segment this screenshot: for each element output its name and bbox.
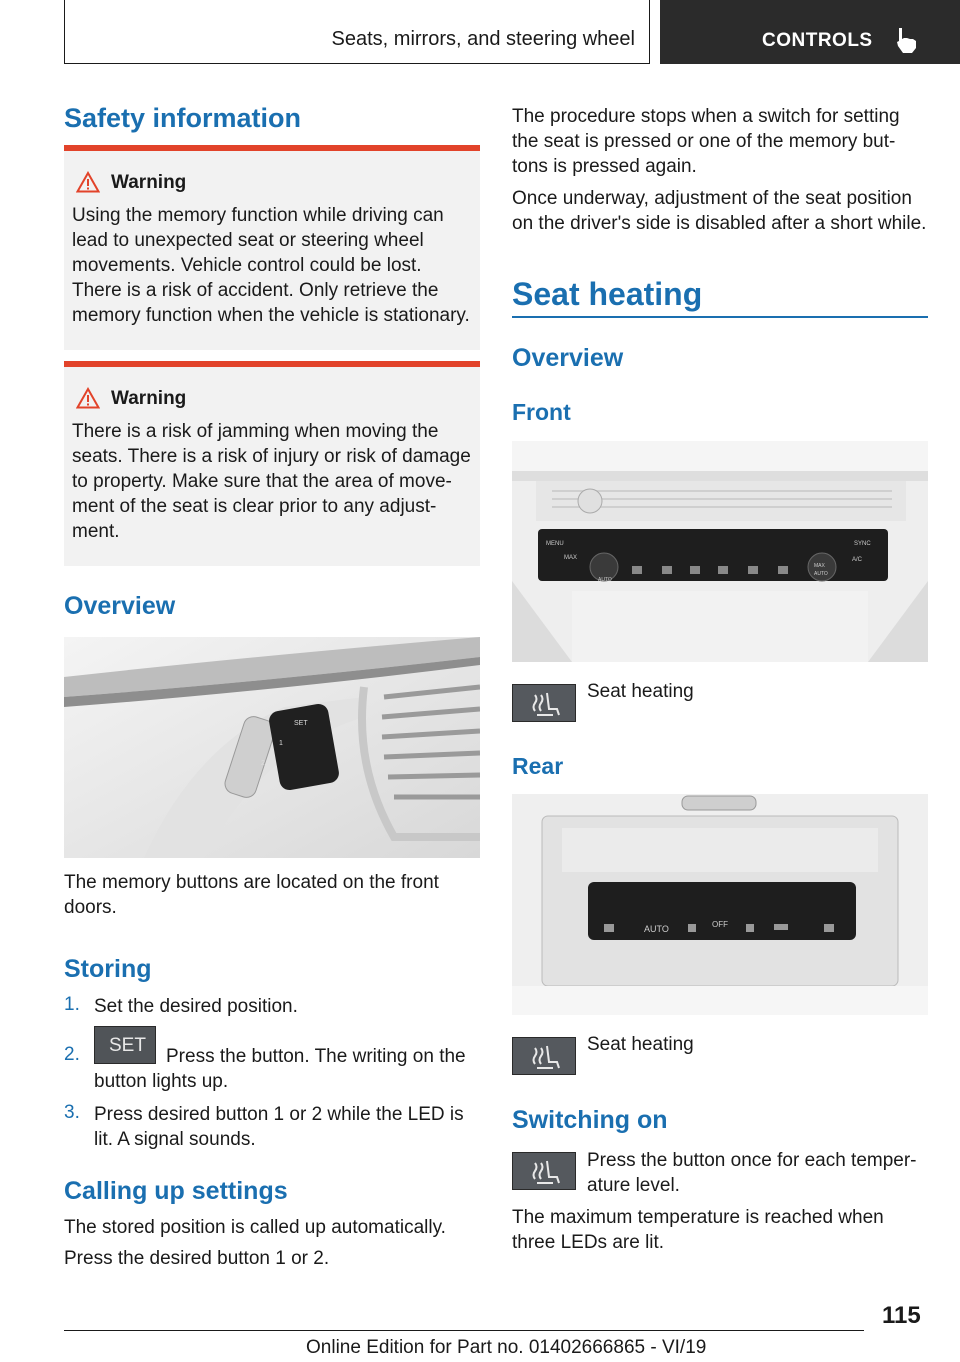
- door-label-2: 2: [261, 760, 265, 767]
- front-label-menu: MENU: [546, 541, 564, 547]
- step-2-number: 2.: [64, 1044, 80, 1065]
- front-label-auto-right: AUTO: [814, 571, 828, 577]
- front-seat-heating-caption: Seat heating: [587, 681, 694, 702]
- switching-on-text: Press the button once for each temper-ature level.: [587, 1150, 917, 1196]
- set-button-icon: SET: [94, 1026, 156, 1064]
- warning-triangle-icon: [76, 171, 100, 193]
- safety-information-heading: Safety information: [64, 103, 302, 133]
- warning-text: There is a risk of jamming when moving the seats. There is a risk of injury or risk of damage to property. Make sure that the area of move-ment of the seat is clear prior to any adjust-ment.: [72, 421, 471, 542]
- overview-heading-right: Overview: [512, 344, 624, 372]
- footer-edition: Online Edition for Part no. 01402666865 - VI/19: [306, 1337, 707, 1358]
- door-label-1: 1: [279, 740, 283, 747]
- page-number: 115: [882, 1302, 921, 1329]
- storing-heading: Storing: [64, 955, 152, 983]
- heading-rule: [512, 316, 928, 318]
- warning-title: Warning: [72, 171, 472, 195]
- rear-seat-heating-caption: Seat heating: [587, 1034, 694, 1055]
- front-label-ac: A/C: [852, 557, 863, 563]
- calling-text-2: Press the desired button 1 or 2.: [64, 1248, 330, 1269]
- seat-heating-heading: Seat heating: [512, 276, 703, 312]
- warning-text: Using the memory function while driving can lead to unexpected seat or steering wheel movements. Vehicle control could be lost. There is a risk of accident. Only retrieve the memory function when the vehicle is stationary.: [72, 205, 470, 326]
- warning-triangle-icon: [76, 387, 100, 409]
- front-label-sync: SYNC: [854, 541, 871, 547]
- warning-box-jamming: [64, 361, 480, 566]
- calling-up-settings-heading: Calling up settings: [64, 1177, 288, 1205]
- seat-heating-icon-rear: [512, 1037, 576, 1075]
- chapter-title: CONTROLS: [762, 30, 873, 51]
- seat-heating-icon-front: [512, 684, 576, 722]
- front-climate-panel-image: [512, 441, 928, 662]
- switching-on-heading: Switching on: [512, 1106, 668, 1134]
- step-1-number: 1.: [64, 994, 80, 1015]
- front-label-max-right: MAX: [814, 563, 825, 569]
- pointing-hand-icon: [894, 26, 920, 54]
- step-3-text: Press desired button 1 or 2 while the LED is lit. A signal sounds.: [94, 1104, 464, 1150]
- door-label-set: SET: [294, 720, 308, 727]
- procedure-text-2: Once underway, adjustment of the seat position on the driver's side is disabled after a short while.: [512, 188, 927, 234]
- calling-text-1: The stored position is called up automatically.: [64, 1217, 446, 1238]
- section-title: Seats, mirrors, and steering wheel: [331, 28, 635, 50]
- rear-label-off: OFF: [712, 920, 728, 929]
- overview-heading-left: Overview: [64, 592, 176, 620]
- rear-climate-panel-image: [512, 794, 928, 1015]
- footer-rule: [64, 1330, 864, 1331]
- step-3-number: 3.: [64, 1102, 80, 1123]
- door-memory-buttons-image: [64, 637, 480, 858]
- rear-label-auto: AUTO: [644, 924, 669, 934]
- front-label-max: MAX: [564, 555, 578, 561]
- section-tab: [64, 0, 650, 64]
- rear-heading: Rear: [512, 753, 564, 779]
- max-temperature-text: The maximum temperature is reached when three LEDs are lit.: [512, 1207, 884, 1253]
- procedure-text-1: The procedure stops when a switch for setting the seat is pressed or one of the memory but-tons is pressed again.: [512, 106, 900, 177]
- front-heading: Front: [512, 399, 571, 425]
- step-2-text: Press the button. The writing on the button lights up.: [94, 1046, 466, 1092]
- front-label-auto: AUTO: [598, 577, 612, 583]
- chapter-tab: [660, 0, 960, 64]
- overview-caption-left: The memory buttons are located on the front doors.: [64, 872, 439, 918]
- warning-title: Warning: [72, 387, 472, 411]
- step-1-text: Set the desired position.: [94, 996, 298, 1017]
- seat-heating-icon-switch: [512, 1152, 576, 1190]
- page-header: [0, 0, 960, 64]
- warning-box-memory-driving: [64, 145, 480, 350]
